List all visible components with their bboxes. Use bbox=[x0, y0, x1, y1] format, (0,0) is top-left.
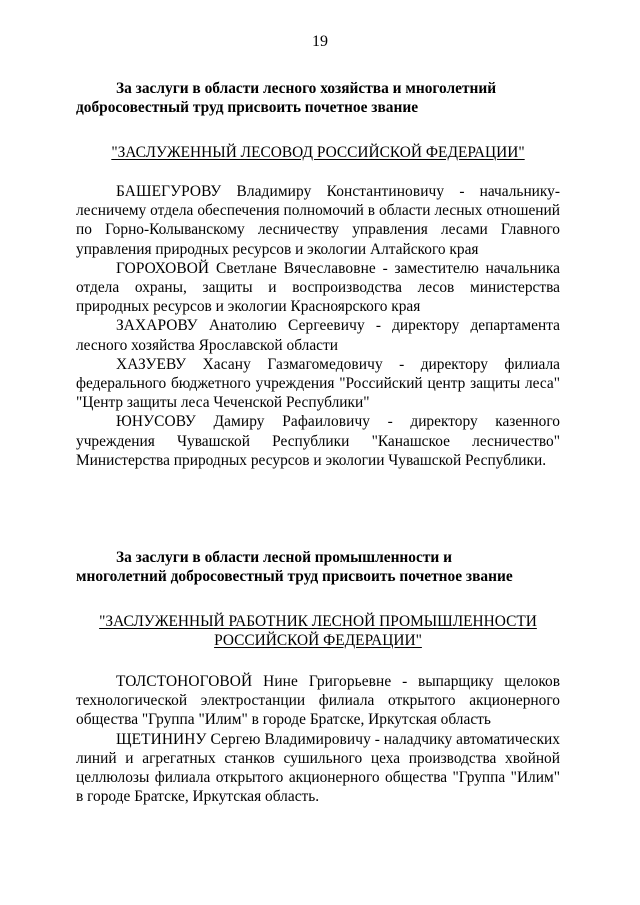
section1-title bbox=[76, 143, 560, 162]
recipient-name: ЮНУСОВУ Дамиру Рафаиловичу bbox=[116, 413, 371, 431]
recipient-name: ЗАХАРОВУ Анатолию Сергеевичу bbox=[116, 317, 365, 335]
section1-entries bbox=[76, 182, 560, 470]
recipient-position: - директору департамента лесного хозяйства Ярославской области bbox=[76, 317, 560, 354]
page-number: 19 bbox=[312, 33, 328, 50]
recipient-position: - заместителю начальника отдела охраны, защиты и воспроизводства лесов министерства природных ресурсов и экологии Красноярского края bbox=[76, 259, 560, 316]
recipient-name: ГОРОХОВОЙ Светлане Вячеславовне bbox=[116, 259, 376, 277]
award-entry bbox=[76, 182, 560, 259]
section2-intro-line2: многолетний добросовестный труд присвоить почетное звание bbox=[76, 568, 513, 586]
recipient-name: ЩЕТИНИНУ Сергею Владимировичу bbox=[116, 730, 371, 748]
award-entry bbox=[76, 730, 560, 807]
section2-title bbox=[76, 612, 560, 650]
recipient-name: ТОЛСТОНОГОВОЙ Нине Григорьевне bbox=[116, 673, 392, 690]
section2-entries bbox=[76, 672, 560, 806]
section2-title-line2: РОССИЙСКОЙ ФЕДЕРАЦИИ" bbox=[214, 632, 422, 649]
section2-intro bbox=[76, 548, 560, 586]
recipient-position: - наладчику автоматических линий и агрегатных станков сушильного цеха производства хвойной целлюлозы филиала открытого акционерного общества "Группа "Илим" в городе Братске, Иркутская область. bbox=[76, 730, 560, 806]
section1-intro-line1: За заслуги в области лесного хозяйства и многолетний bbox=[116, 80, 497, 97]
section1-intro bbox=[76, 79, 560, 117]
section1-title-text: "ЗАСЛУЖЕННЫЙ ЛЕСОВОД РОССИЙСКОЙ ФЕДЕРАЦИИ" bbox=[111, 144, 525, 161]
section1-intro-line2: добросовестный труд присвоить почетное звание bbox=[76, 99, 419, 117]
award-entry bbox=[76, 259, 560, 317]
recipient-position: - выпарщику щелоков технологической электростанции филиала открытого акционерного общества "Группа "Илим" в городе Братске, Иркутская область bbox=[76, 673, 560, 729]
award-entry bbox=[76, 316, 560, 354]
award-entry bbox=[76, 672, 560, 730]
recipient-position: - начальнику-лесничему отдела обеспечения полномочий в области лесных отношений по Горно-Колыванскому лесничеству управления лесами Главного управления природных ресурсов и экологии Алтайского края bbox=[76, 183, 561, 258]
recipient-name: ХАЗУЕВУ Хасану Газмагомедовичу bbox=[116, 355, 383, 373]
section2-intro-line1: За заслуги в области лесной промышленности и bbox=[116, 549, 452, 566]
recipient-name: БАШЕГУРОВУ Владимиру Константиновичу bbox=[116, 183, 445, 200]
section2-title-line1: "ЗАСЛУЖЕННЫЙ РАБОТНИК ЛЕСНОЙ ПРОМЫШЛЕННОСТИ bbox=[99, 613, 537, 630]
award-entry bbox=[76, 412, 560, 470]
recipient-position: - директору казенного учреждения Чувашской Республики "Канашское лесничество" Министерства природных ресурсов и экологии Чувашской Республики. bbox=[76, 413, 560, 469]
award-entry bbox=[76, 355, 560, 413]
recipient-position: - директору филиала федерального бюджетного учреждения "Российский центр защиты леса" "Центр защиты леса Чеченской Республики" bbox=[76, 355, 560, 412]
